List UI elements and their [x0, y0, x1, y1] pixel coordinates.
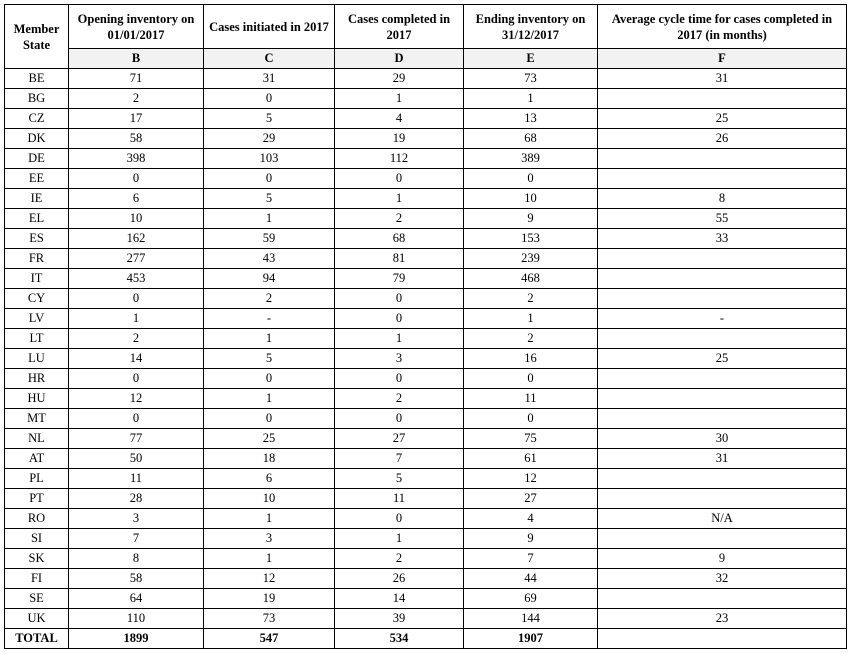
average-cycle-time-cell: 32	[598, 569, 847, 589]
cases-initiated-cell: 1	[204, 329, 335, 349]
average-cycle-time-cell	[598, 409, 847, 429]
opening-inventory-cell: 71	[69, 69, 204, 89]
header-cases-initiated: Cases initiated in 2017	[204, 5, 335, 49]
cases-initiated-cell: -	[204, 309, 335, 329]
ending-inventory-cell: 389	[464, 149, 598, 169]
ending-inventory-cell: 75	[464, 429, 598, 449]
cases-initiated-cell: 19	[204, 589, 335, 609]
cases-completed-cell: 27	[335, 429, 464, 449]
cases-initiated-cell: 0	[204, 89, 335, 109]
member-state-cell: SE	[5, 589, 69, 609]
header-average-cycle-time: Average cycle time for cases completed in 2017 (in months)	[598, 5, 847, 49]
cases-initiated-cell: 2	[204, 289, 335, 309]
ending-inventory-cell: 2	[464, 289, 598, 309]
table-row	[5, 609, 847, 629]
opening-inventory-cell: 0	[69, 289, 204, 309]
opening-inventory-cell: 0	[69, 369, 204, 389]
average-cycle-time-cell	[598, 589, 847, 609]
member-state-cell: SK	[5, 549, 69, 569]
ending-inventory-cell: 144	[464, 609, 598, 629]
table-row	[5, 509, 847, 529]
average-cycle-time-cell: 9	[598, 549, 847, 569]
average-cycle-time-cell: 55	[598, 209, 847, 229]
cases-initiated-cell: 1	[204, 509, 335, 529]
cases-initiated-cell: 73	[204, 609, 335, 629]
column-letter-e: E	[464, 49, 598, 69]
average-cycle-time-cell	[598, 89, 847, 109]
cases-completed-cell: 39	[335, 609, 464, 629]
cases-initiated-cell: 1	[204, 549, 335, 569]
cases-completed-cell: 5	[335, 469, 464, 489]
cases-completed-cell: 1	[335, 529, 464, 549]
cases-completed-cell: 19	[335, 129, 464, 149]
table-body	[5, 69, 847, 629]
column-letter-b: B	[69, 49, 204, 69]
member-state-cell: IT	[5, 269, 69, 289]
member-state-cell: ES	[5, 229, 69, 249]
opening-inventory-cell: 398	[69, 149, 204, 169]
ending-inventory-cell: 0	[464, 169, 598, 189]
cases-completed-cell: 0	[335, 509, 464, 529]
ending-inventory-cell: 69	[464, 589, 598, 609]
cases-completed-cell: 26	[335, 569, 464, 589]
member-state-cell: HU	[5, 389, 69, 409]
cases-initiated-cell: 5	[204, 189, 335, 209]
opening-inventory-cell: 453	[69, 269, 204, 289]
average-cycle-time-cell	[598, 149, 847, 169]
average-cycle-time-cell	[598, 249, 847, 269]
opening-inventory-cell: 162	[69, 229, 204, 249]
opening-inventory-cell: 7	[69, 529, 204, 549]
cases-completed-cell: 68	[335, 229, 464, 249]
opening-inventory-cell: 77	[69, 429, 204, 449]
cases-initiated-cell: 12	[204, 569, 335, 589]
ending-inventory-cell: 10	[464, 189, 598, 209]
ending-inventory-cell: 13	[464, 109, 598, 129]
cases-initiated-cell: 103	[204, 149, 335, 169]
cases-completed-cell: 2	[335, 209, 464, 229]
opening-inventory-cell: 8	[69, 549, 204, 569]
opening-inventory-cell: 2	[69, 329, 204, 349]
average-cycle-time-cell	[598, 389, 847, 409]
member-state-cell: LU	[5, 349, 69, 369]
cases-initiated-cell: 5	[204, 349, 335, 369]
average-cycle-time-cell	[598, 489, 847, 509]
cases-initiated-cell: 3	[204, 529, 335, 549]
member-state-cell: LV	[5, 309, 69, 329]
member-state-cell: BE	[5, 69, 69, 89]
cases-completed-cell: 14	[335, 589, 464, 609]
cases-initiated-cell: 59	[204, 229, 335, 249]
header-opening-inventory: Opening inventory on 01/01/2017	[69, 5, 204, 49]
member-state-cell: FR	[5, 249, 69, 269]
opening-inventory-cell: 12	[69, 389, 204, 409]
ending-inventory-cell: 1	[464, 89, 598, 109]
cases-initiated-cell: 0	[204, 369, 335, 389]
opening-inventory-cell: 3	[69, 509, 204, 529]
average-cycle-time-cell: 23	[598, 609, 847, 629]
ending-inventory-cell: 1	[464, 309, 598, 329]
cases-initiated-cell: 10	[204, 489, 335, 509]
cases-completed-cell: 81	[335, 249, 464, 269]
cases-completed-cell: 0	[335, 309, 464, 329]
table-row	[5, 449, 847, 469]
header-ending-inventory: Ending inventory on 31/12/2017	[464, 5, 598, 49]
opening-inventory-cell: 277	[69, 249, 204, 269]
table-row	[5, 309, 847, 329]
member-state-cell: HR	[5, 369, 69, 389]
opening-inventory-cell: 58	[69, 129, 204, 149]
member-state-cell: RO	[5, 509, 69, 529]
table-row	[5, 229, 847, 249]
average-cycle-time-cell	[598, 329, 847, 349]
cases-completed-cell: 29	[335, 69, 464, 89]
table-row	[5, 209, 847, 229]
average-cycle-time-cell	[598, 289, 847, 309]
member-state-cell: CY	[5, 289, 69, 309]
total-row	[5, 629, 847, 649]
ending-inventory-cell: 73	[464, 69, 598, 89]
member-state-cell: IE	[5, 189, 69, 209]
table-row	[5, 69, 847, 89]
member-state-cell: UK	[5, 609, 69, 629]
column-letter-row	[5, 49, 847, 69]
table-row	[5, 369, 847, 389]
cases-initiated-cell: 5	[204, 109, 335, 129]
opening-inventory-cell: 0	[69, 409, 204, 429]
opening-inventory-cell: 50	[69, 449, 204, 469]
cases-initiated-cell: 31	[204, 69, 335, 89]
total-average-cycle-time	[598, 629, 847, 649]
cases-completed-cell: 0	[335, 369, 464, 389]
table-row	[5, 149, 847, 169]
table-row	[5, 589, 847, 609]
cases-completed-cell: 3	[335, 349, 464, 369]
column-letter-d: D	[335, 49, 464, 69]
ending-inventory-cell: 0	[464, 409, 598, 429]
cases-completed-cell: 2	[335, 389, 464, 409]
average-cycle-time-cell: 30	[598, 429, 847, 449]
cases-initiated-cell: 0	[204, 169, 335, 189]
opening-inventory-cell: 1	[69, 309, 204, 329]
member-state-cell: CZ	[5, 109, 69, 129]
opening-inventory-cell: 17	[69, 109, 204, 129]
table-row	[5, 169, 847, 189]
ending-inventory-cell: 0	[464, 369, 598, 389]
ending-inventory-cell: 7	[464, 549, 598, 569]
member-state-cell: SI	[5, 529, 69, 549]
opening-inventory-cell: 64	[69, 589, 204, 609]
average-cycle-time-cell	[598, 169, 847, 189]
table-row	[5, 249, 847, 269]
opening-inventory-cell: 0	[69, 169, 204, 189]
table-row	[5, 429, 847, 449]
cases-initiated-cell: 1	[204, 389, 335, 409]
cases-initiated-cell: 29	[204, 129, 335, 149]
member-state-cell: BG	[5, 89, 69, 109]
ending-inventory-cell: 153	[464, 229, 598, 249]
member-state-cases-table	[4, 4, 847, 649]
ending-inventory-cell: 68	[464, 129, 598, 149]
average-cycle-time-cell: 31	[598, 449, 847, 469]
table-row	[5, 549, 847, 569]
total-label: TOTAL	[5, 629, 69, 649]
member-state-cell: LT	[5, 329, 69, 349]
average-cycle-time-cell	[598, 369, 847, 389]
table-row	[5, 289, 847, 309]
table-row	[5, 569, 847, 589]
ending-inventory-cell: 44	[464, 569, 598, 589]
cases-completed-cell: 1	[335, 329, 464, 349]
total-cases-completed: 534	[335, 629, 464, 649]
average-cycle-time-cell: 31	[598, 69, 847, 89]
member-state-cell: DK	[5, 129, 69, 149]
cases-completed-cell: 1	[335, 189, 464, 209]
opening-inventory-cell: 28	[69, 489, 204, 509]
cases-initiated-cell: 6	[204, 469, 335, 489]
ending-inventory-cell: 61	[464, 449, 598, 469]
opening-inventory-cell: 14	[69, 349, 204, 369]
member-state-cell: DE	[5, 149, 69, 169]
average-cycle-time-cell: 33	[598, 229, 847, 249]
cases-completed-cell: 112	[335, 149, 464, 169]
member-state-cell: FI	[5, 569, 69, 589]
cases-completed-cell: 79	[335, 269, 464, 289]
cases-completed-cell: 0	[335, 169, 464, 189]
ending-inventory-cell: 468	[464, 269, 598, 289]
cases-initiated-cell: 1	[204, 209, 335, 229]
average-cycle-time-cell: 8	[598, 189, 847, 209]
opening-inventory-cell: 58	[69, 569, 204, 589]
cases-completed-cell: 0	[335, 289, 464, 309]
average-cycle-time-cell: -	[598, 309, 847, 329]
ending-inventory-cell: 9	[464, 209, 598, 229]
header-cases-completed: Cases completed in 2017	[335, 5, 464, 49]
ending-inventory-cell: 239	[464, 249, 598, 269]
member-state-cell: MT	[5, 409, 69, 429]
header-row	[5, 5, 847, 49]
ending-inventory-cell: 2	[464, 329, 598, 349]
member-state-cell: NL	[5, 429, 69, 449]
table-row	[5, 409, 847, 429]
ending-inventory-cell: 16	[464, 349, 598, 369]
total-ending-inventory: 1907	[464, 629, 598, 649]
table-row	[5, 529, 847, 549]
average-cycle-time-cell: 26	[598, 129, 847, 149]
table-row	[5, 349, 847, 369]
table-row	[5, 389, 847, 409]
opening-inventory-cell: 11	[69, 469, 204, 489]
average-cycle-time-cell	[598, 269, 847, 289]
ending-inventory-cell: 11	[464, 389, 598, 409]
column-letter-f: F	[598, 49, 847, 69]
member-state-cell: EL	[5, 209, 69, 229]
member-state-cell: PT	[5, 489, 69, 509]
average-cycle-time-cell	[598, 529, 847, 549]
table-row	[5, 269, 847, 289]
cases-initiated-cell: 94	[204, 269, 335, 289]
cases-completed-cell: 1	[335, 89, 464, 109]
opening-inventory-cell: 110	[69, 609, 204, 629]
total-cases-initiated: 547	[204, 629, 335, 649]
member-state-cell: PL	[5, 469, 69, 489]
cases-completed-cell: 0	[335, 409, 464, 429]
ending-inventory-cell: 4	[464, 509, 598, 529]
member-state-cell: EE	[5, 169, 69, 189]
cases-initiated-cell: 0	[204, 409, 335, 429]
average-cycle-time-cell: N/A	[598, 509, 847, 529]
member-state-cell: AT	[5, 449, 69, 469]
table-row	[5, 329, 847, 349]
table-row	[5, 89, 847, 109]
column-letter-c: C	[204, 49, 335, 69]
ending-inventory-cell: 9	[464, 529, 598, 549]
table-row	[5, 489, 847, 509]
opening-inventory-cell: 6	[69, 189, 204, 209]
header-member-state: Member State	[5, 5, 69, 69]
cases-completed-cell: 2	[335, 549, 464, 569]
cases-completed-cell: 4	[335, 109, 464, 129]
table-row	[5, 469, 847, 489]
average-cycle-time-cell	[598, 469, 847, 489]
cases-completed-cell: 11	[335, 489, 464, 509]
ending-inventory-cell: 12	[464, 469, 598, 489]
cases-completed-cell: 7	[335, 449, 464, 469]
table-row	[5, 129, 847, 149]
table-row	[5, 109, 847, 129]
table-row	[5, 189, 847, 209]
ending-inventory-cell: 27	[464, 489, 598, 509]
average-cycle-time-cell: 25	[598, 109, 847, 129]
cases-initiated-cell: 43	[204, 249, 335, 269]
total-opening-inventory: 1899	[69, 629, 204, 649]
opening-inventory-cell: 10	[69, 209, 204, 229]
opening-inventory-cell: 2	[69, 89, 204, 109]
cases-initiated-cell: 25	[204, 429, 335, 449]
average-cycle-time-cell: 25	[598, 349, 847, 369]
cases-initiated-cell: 18	[204, 449, 335, 469]
